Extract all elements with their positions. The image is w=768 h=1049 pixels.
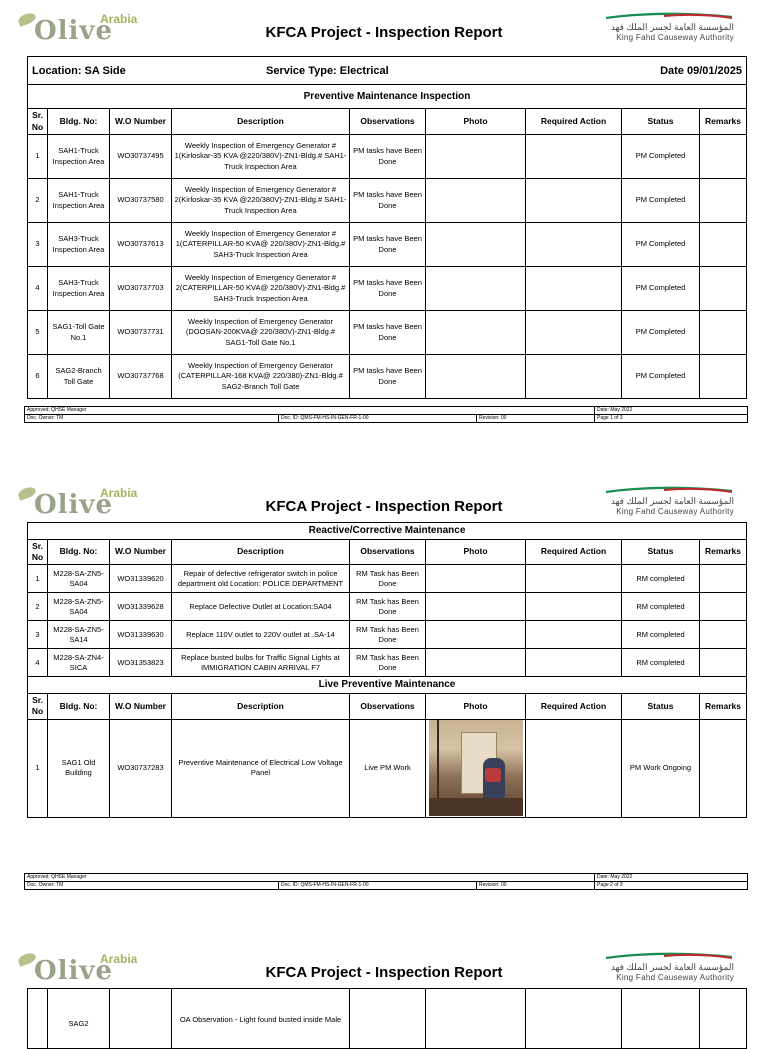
report-info-row xyxy=(28,57,747,85)
page-title: KFCA Project - Inspection Report xyxy=(265,964,503,981)
rm-table xyxy=(27,522,747,818)
report-date: Date 09/01/2025 xyxy=(660,65,743,77)
col-bldg: Bldg. No: xyxy=(48,109,110,135)
swoosh-icon xyxy=(604,952,734,960)
service-type: Service Type: Electrical xyxy=(266,65,389,77)
page3-table xyxy=(27,988,747,1049)
kfca-logo: المؤسسة العامة لجسر الملك فهد King Fahd Causeway Authority xyxy=(600,482,740,518)
col-status: Status xyxy=(622,109,700,135)
table-row: SAG2 OA Observation - Light found busted inside Male xyxy=(28,989,747,1049)
kfca-logo: المؤسسة العامة لجسر الملك فهد King Fahd Causeway Authority xyxy=(600,948,740,984)
olive-logo: Olive Arabia xyxy=(18,10,138,44)
table-row: 1 M228-SA-ZN5-SA04 WO31339620 Repair of defective refrigerator switch in police department old Location: POLICE DEPARTMENT RM Task has Been Done RM completed xyxy=(28,565,747,593)
page2-header xyxy=(0,474,768,524)
olive-logo: Olive Arabia xyxy=(18,950,138,984)
olive-logo: Olive Arabia xyxy=(18,484,138,518)
pm-inspection-table xyxy=(27,56,747,399)
table-row: 4 SAH3-Truck Inspection Area WO30737703 Weekly Inspection of Emergency Generator # 2(CATERPILLAR-50 KVA@ 220/380V)-ZN1-Bldg.# SAH3-Truck Inspection Area PM tasks have Been Done PM Completed xyxy=(28,267,747,311)
col-obs: Observations xyxy=(350,109,426,135)
page3-header xyxy=(0,940,768,990)
table-header xyxy=(28,109,747,135)
table-row: 6 SAG2-Branch Toll Gate WO30737768 Weekly Inspection of Emergency Generator (CATERPILLAR-168 KVA@ 220/380)-ZN1-Bldg.# SAG2-Branch Toll Gate PM tasks have Been Done PM Completed xyxy=(28,355,747,399)
table-row: 3 SAH3-Truck Inspection Area WO30737613 Weekly Inspection of Emergency Generator # 1(CATERPILLAR-50 KVA@ 220/380V)-ZN1-Bldg.# SAH3-Truck Inspection Area PM tasks have Been Done PM Completed xyxy=(28,223,747,267)
table-row: 4 M228-SA-ZN4-SICA WO31353823 Replace busted bulbs for Traffic Signal Lights at IMMIGRATION CABIN ARRIVAL F7 RM Task has Been Done RM completed xyxy=(28,649,747,677)
page2-footer: Approved: QHSE Manager Date: May 2022 Doc. Owner: TM Doc. ID: QMS-FM-HS-IN-GEN-FR-1-00 Revision: 00 Page 2 of 3 xyxy=(24,873,748,890)
col-desc: Description xyxy=(172,109,350,135)
table-row: 1 SAH1-Truck Inspection Area WO30737495 Weekly Inspection of Emergency Generator # 1(Kirloskar-35 KVA @220/380V)-ZN1-Bldg.# SAH1-Truck Inspection Area PM tasks have Been Done PM Completed xyxy=(28,135,747,179)
col-photo: Photo xyxy=(426,109,526,135)
table-row: 2 SAH1-Truck Inspection Area WO30737580 Weekly Inspection of Emergency Generator # 2(Kirloskar-35 KVA @220/380V)-ZN1-Bldg.# SAH1-Truck Inspection Area PM tasks have Been Done PM Completed xyxy=(28,179,747,223)
col-sr: Sr. No xyxy=(28,109,48,135)
section-title: Live Preventive Maintenance xyxy=(28,677,747,694)
table-row: 1 SAG1 Old Building WO30737283 Preventive Maintenance of Electrical Low Voltage Panel Live PM Work PM Work Ongoing xyxy=(28,719,747,817)
table-row: 3 M228-SA-ZN5-SA14 WO31339630 Replace 110V outlet to 220V outlet at .SA-14 RM Task has Been Done RM completed xyxy=(28,621,747,649)
section-title: Reactive/Corrective Maintenance xyxy=(28,523,747,540)
kfca-logo: المؤسسة العامة لجسر الملك فهد King Fahd Causeway Authority xyxy=(600,8,740,44)
swoosh-icon xyxy=(604,12,734,20)
page1-header xyxy=(0,0,768,50)
table-row: 5 SAG1-Toll Gate No.1 WO30737731 Weekly Inspection of Emergency Generator (DOOSAN-200KVA@ 220/380V)-ZN1-Bldg.# SAG1-Toll Gate No.1 PM tasks have Been Done PM Completed xyxy=(28,311,747,355)
page1-footer: Approved: QHSE Manager Date: May 2022 Doc. Owner: TM Doc. ID: QMS-FM-HS-IN-GEN-FR-1-00 Revision: 00 Page 1 of 3 xyxy=(24,406,748,423)
page-title: KFCA Project - Inspection Report xyxy=(265,498,503,515)
location: Location: SA Side xyxy=(32,65,126,77)
table-header: Sr. No Bldg. No: W.O Number Description Observations Photo Required Action Status Remarks xyxy=(28,539,747,565)
table-header: Sr. No Bldg. No: W.O Number Description Observations Photo Required Action Status Remarks xyxy=(28,693,747,719)
col-action: Required Action xyxy=(526,109,622,135)
swoosh-icon xyxy=(604,486,734,494)
section-title: Preventive Maintenance Inspection xyxy=(28,85,747,109)
table-row: 2 M228-SA-ZN5-SA04 WO31339628 Replace Defective Outlet at Location:SA04 RM Task has Been Done RM completed xyxy=(28,593,747,621)
page-title: KFCA Project - Inspection Report xyxy=(265,24,503,41)
col-remarks: Remarks xyxy=(700,109,747,135)
site-photo xyxy=(429,720,523,816)
col-wo: W.O Number xyxy=(110,109,172,135)
